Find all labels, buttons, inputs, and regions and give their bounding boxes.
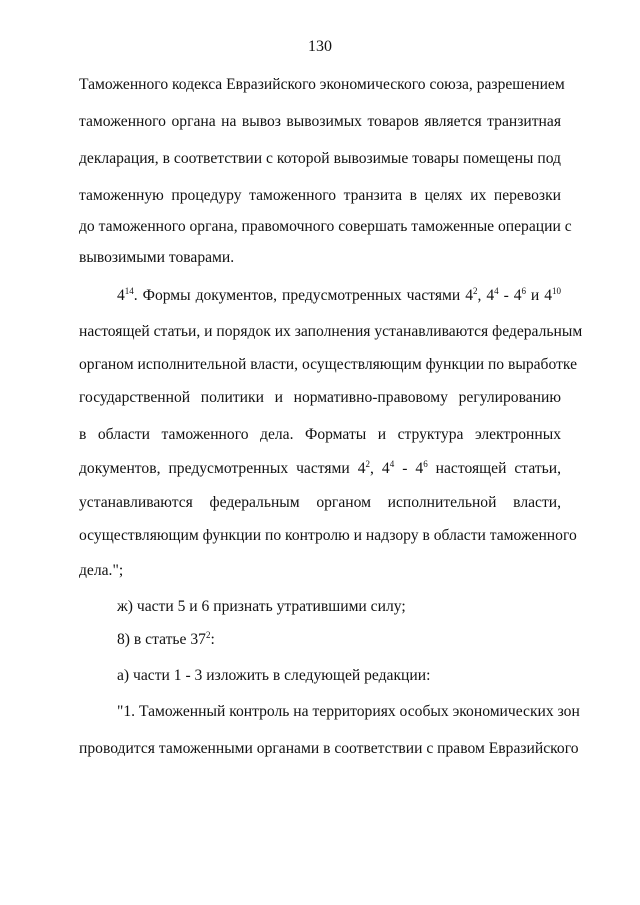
text-line: а) части 1 - 3 изложить в следующей редакции:	[117, 667, 431, 684]
article-37-2-heading: 8) в статье $37^2$:	[117, 630, 215, 648]
text-line: устанавливаются федеральным органом исполнительной власти,	[79, 494, 561, 511]
text-line: ж) части 5 и 6 признать утратившими силу;	[117, 598, 406, 615]
text-line: Таможенного кодекса Евразийского экономического союза, разрешением	[79, 76, 565, 93]
text-line: таможенную процедуру таможенного транзита в целях их перевозки	[79, 187, 561, 204]
text-line: в области таможенного дела. Форматы и структура электронных	[79, 426, 561, 443]
text-line: дела.";	[79, 562, 124, 579]
text-line: осуществляющим функции по контролю и надзору в области таможенного	[79, 527, 577, 544]
text-line: декларация, в соответствии с которой вывозимые товары помещены под	[79, 150, 561, 167]
text-line: до таможенного органа, правомочного совершать таможенные операции с	[79, 218, 572, 235]
text-line: таможенного органа на вывоз вывозимых товаров является транзитная	[79, 113, 561, 130]
text-line: органом исполнительной власти, осуществляющим функции по выработке	[79, 356, 577, 373]
text-line: государственной политики и нормативно-правовому регулированию	[79, 389, 561, 406]
text-line: вывозимыми товарами.	[79, 249, 235, 266]
text-line-with-superscripts: документов, предусмотренных частями $4^2$, $4^4 - 4^6$ настоящей статьи,	[79, 459, 562, 477]
text-line: настоящей статьи, и порядок их заполнения устанавливаются федеральным	[79, 323, 583, 340]
text-line: "1. Таможенный контроль на территориях особых экономических зон	[117, 703, 580, 720]
text-line: проводится таможенными органами в соответствии с правом Евразийского	[79, 740, 579, 757]
page-number: 130	[308, 38, 332, 55]
paragraph-4-14-start: $4^{14}$. Формы документов, предусмотренных частями $4^2$, $4^4 - 4^6$ и $4^{10}$	[117, 286, 562, 304]
